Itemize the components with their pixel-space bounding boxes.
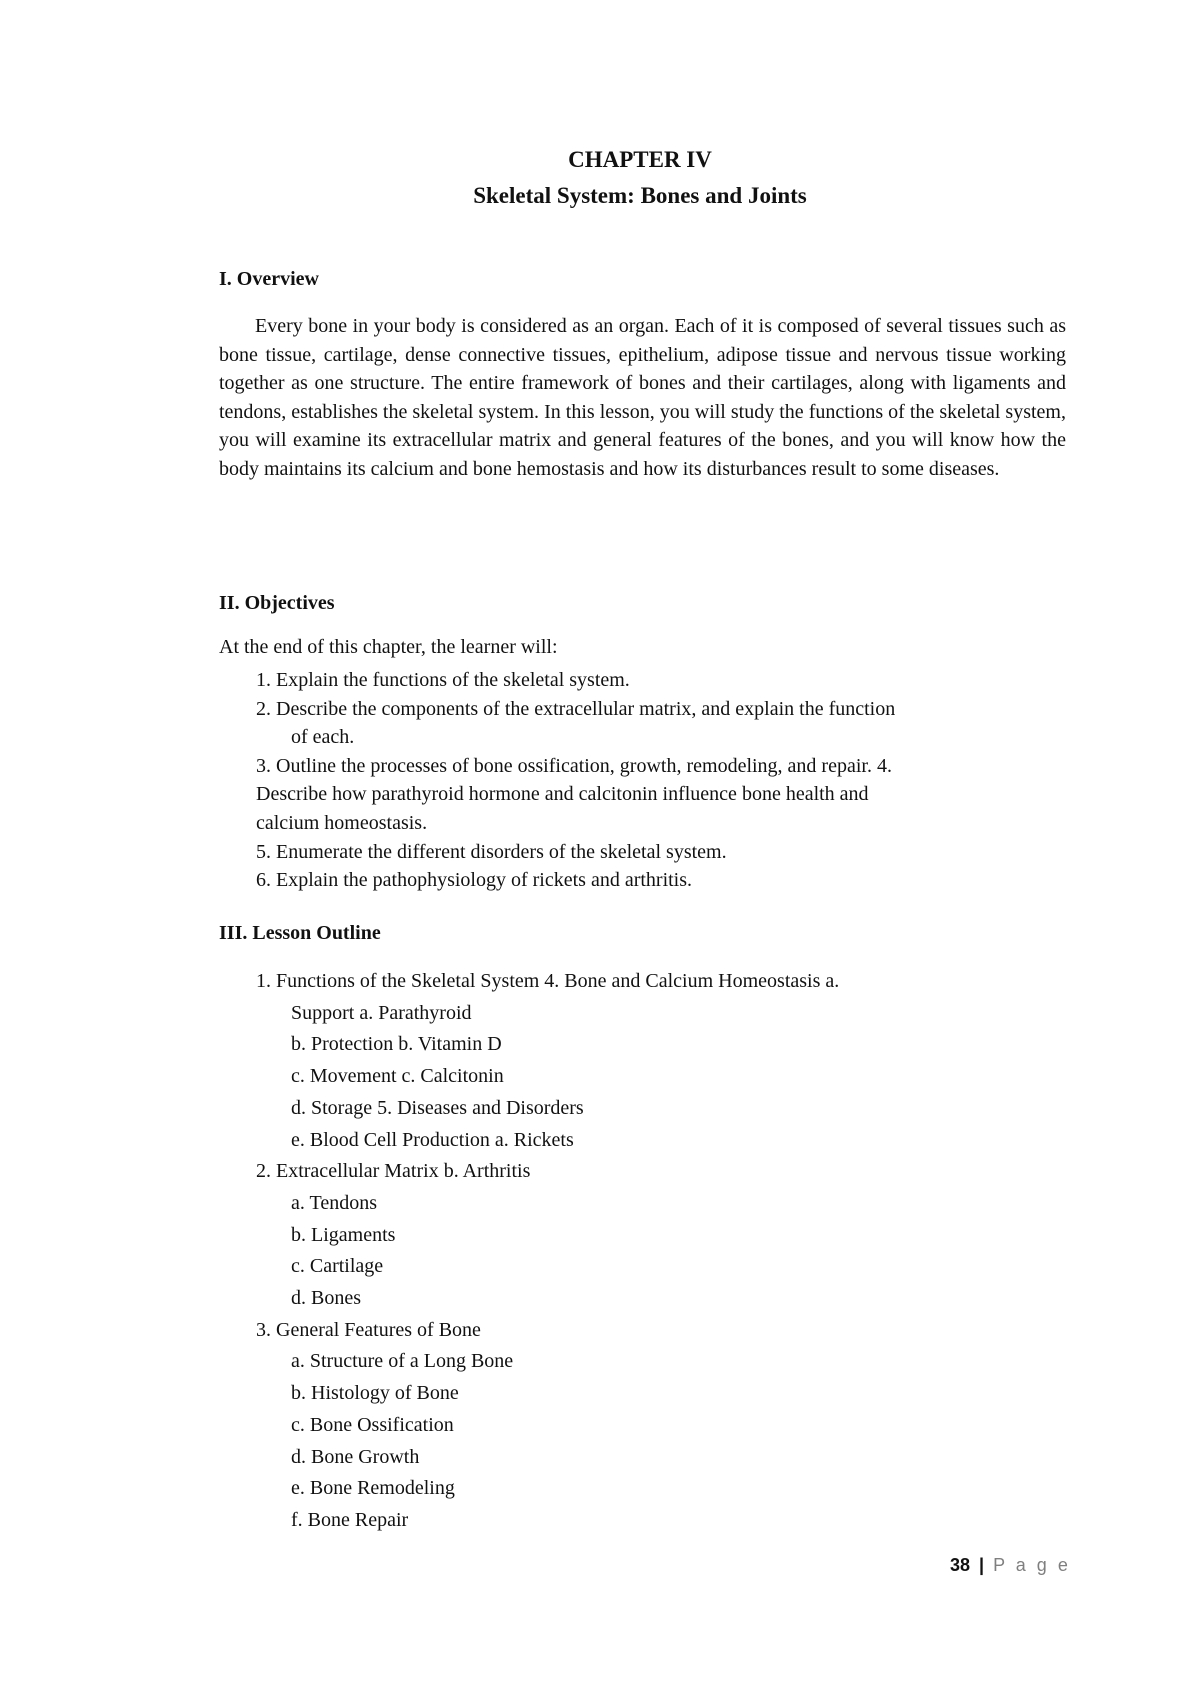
objective-item-continuation: calcium homeostasis.: [256, 811, 428, 834]
outline-subitem: b. Protection b. Vitamin D: [291, 1033, 502, 1056]
lesson-outline-heading: III. Lesson Outline: [219, 922, 381, 944]
outline-subitem: Support a. Parathyroid: [291, 1001, 472, 1024]
outline-subitem: a. Structure of a Long Bone: [291, 1350, 514, 1373]
page-number: 38: [950, 1555, 971, 1575]
outline-subitem: d. Storage 5. Diseases and Disorders: [291, 1096, 584, 1119]
objectives-list: [256, 666, 1036, 895]
outline-item: 3. General Features of Bone: [256, 1318, 481, 1341]
outline-subitem: e. Blood Cell Production a. Rickets: [291, 1128, 574, 1151]
outline-subitem: c. Movement c. Calcitonin: [291, 1065, 504, 1088]
outline-subitem: d. Bone Growth: [291, 1445, 420, 1468]
outline-subitem: c. Cartilage: [291, 1255, 384, 1278]
outline-subitem: f. Bone Repair: [291, 1508, 409, 1531]
outline-subitem: c. Bone Ossification: [291, 1413, 454, 1436]
objective-item: 1. Explain the functions of the skeletal system.: [256, 669, 630, 691]
objectives-intro: At the end of this chapter, the learner will:: [219, 636, 558, 658]
page-label: P a g e: [993, 1555, 1071, 1575]
chapter-title: Skeletal System: Bones and Joints: [473, 183, 807, 208]
objectives-heading: II. Objectives: [219, 592, 335, 614]
page-footer: [950, 1555, 1071, 1576]
objective-item: 5. Enumerate the different disorders of the skeletal system.: [256, 840, 727, 863]
outline-item: 2. Extracellular Matrix b. Arthritis: [256, 1160, 531, 1183]
objective-item: 3. Outline the processes of bone ossification, growth, remodeling, and repair. 4.: [256, 754, 892, 777]
objective-item-continuation: Describe how parathyroid hormone and calcitonin influence bone health and: [256, 783, 869, 806]
outline-subitem: e. Bone Remodeling: [291, 1477, 455, 1500]
chapter-number: CHAPTER IV: [568, 147, 712, 172]
objective-item: 6. Explain the pathophysiology of rickets and arthritis.: [256, 869, 693, 892]
outline-subitem: b. Histology of Bone: [291, 1382, 459, 1405]
objective-item-continuation: of each.: [291, 726, 355, 749]
footer-separator: |: [979, 1555, 985, 1575]
objective-item: 2. Describe the components of the extracellular matrix, and explain the function: [256, 697, 896, 720]
overview-paragraph: Every bone in your body is considered as an organ. Each of it is composed of several tissues such as bone tissue, cartilage, dense connective tissues, epithelium, adipose tissue and nervous tissue working together as one structure. The entire framework of bones and their cartilages, along with ligaments and tendons, establishes the skeletal system. In this lesson, you will study the functions of the skeletal system, you will examine its extracellular matrix and general features of the bones, and you will know how the body maintains its calcium and bone hemostasis and how its disturbances result to some diseases.: [219, 315, 1066, 480]
outline-subitem: b. Ligaments: [291, 1223, 396, 1246]
lesson-outline-list: [256, 966, 839, 1537]
outline-subitem: d. Bones: [291, 1287, 361, 1310]
outline-item: 1. Functions of the Skeletal System 4. Bone and Calcium Homeostasis a.: [256, 970, 840, 992]
outline-subitem: a. Tendons: [291, 1191, 377, 1214]
overview-heading: I. Overview: [219, 268, 319, 290]
